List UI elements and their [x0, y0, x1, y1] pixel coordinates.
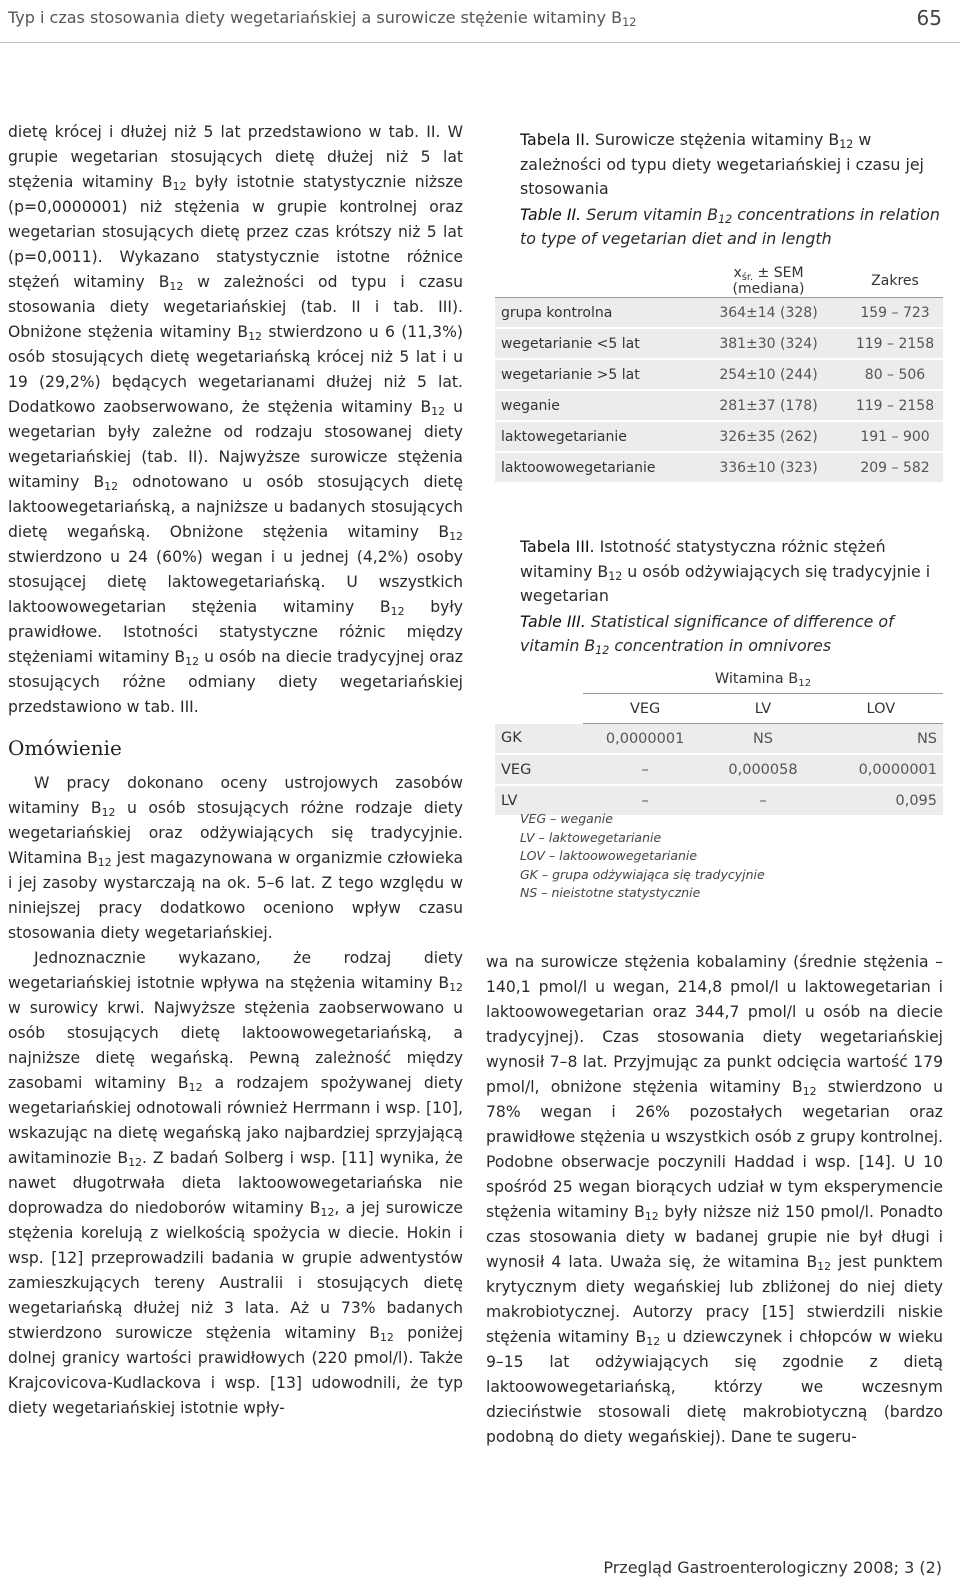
group-cell: wegetarianie >5 lat: [495, 359, 690, 390]
table-row: [495, 754, 943, 785]
table-row: [495, 359, 943, 390]
row-label: VEG: [495, 754, 583, 785]
table-row: [495, 298, 943, 329]
super-header-row: [495, 664, 943, 694]
legend-item: GK – grupa odżywiająca się tradycyjnie: [520, 866, 765, 882]
running-title: Typ i czas stosowania diety wegetariańskiej a surowicze stężenie witaminy $B_{12}$: [8, 8, 637, 29]
col-header: LOV: [819, 694, 943, 724]
mean-cell: 364±14 (328): [690, 298, 847, 329]
header-rule: [0, 42, 960, 43]
table-header-row: [495, 265, 943, 298]
paragraph: wa na surowicze stężenia kobalaminy (średnie stężenia – 140,1 pmol/l u wegan, 214,8 pmol/l u laktowegetarian i laktoowowegetarian oraz 344,7 pmol/l u osób na diecie tradycyjnej). Czas stosowania diety wegetariańskiej wynosił 7–8 lat. Przyjmując za punkt odcięcia wartość 179 pmol/l, obniżone stężenia witaminy $B_{12}$ stwierdzono u 78% wegan i 26% pozostałych wegetarian oraz prawidłowe stężenia u wszystkich osób z grupy kontrolnej. Podobne obserwacje poczynili Haddad i wsp. [14]. U 10 spośród 25 wegan biorących udział w tym eksperymencie stężenia witaminy $B_{12}$ były niższe niż 150 pmol/l. Ponadto czas stosowania diety w badanej grupie nie był długi i wynosił 4 lata. Uważa się, że witamina $B_{12}$ jest punktem krytycznym diety wegańskiej lub zbliżonej do niej diety makrobiotycznej. Autorzy pracy [15] stwierdzili niskie stężenia witaminy $B_{12}$ u dziewczynek i chłopców w wieku 9–15 lat odżywiających się zgodnie z dietą laktoowowegetariańską, którzy we wczesnym dzieciństwie stosowali dietę makrobiotyczną (bardzo podobną do diety wegańskiej). Dane te sugeru-: [486, 953, 944, 1446]
value-cell: NS: [707, 724, 819, 755]
table3-caption-en: Table III. Statistical significance of difference of vitamin $B_{12}$ concentration in omnivores: [520, 611, 894, 657]
table2: [495, 265, 943, 484]
legend-item: NS – nieistotne statystycznie: [520, 885, 701, 901]
group-cell: weganie: [495, 390, 690, 421]
group-cell: laktoowowegetarianie: [495, 452, 690, 483]
table2-caption-pl: Tabela II. Surowicze stężenia witaminy $B_{12}$ w zależności od typu diety wegetariańskiej i czasu jej stosowania: [520, 130, 924, 198]
value-cell: 0,0000001: [583, 724, 707, 755]
table-header-row: [495, 694, 943, 724]
table2-caption-en: Table II. Serum vitamin $B_{12}$ concentrations in relation to type of vegetarian diet and in length: [520, 204, 940, 248]
paragraph: W pracy dokonano oceny ustrojowych zasobów witaminy $B_{12}$ u osób stosujących różne rodzaje diety wegetariańskiej oraz odżywiających się tradycyjnie. Witamina $B_{12}$ jest magazynowana w organizmie człowieka i jej zasoby wystarczają na ok. 5–6 lat. Z tego względu w niniejszej pracy dodatkowo oceniono wpływ czasu stosowania diety wegetariańskiej.: [8, 774, 464, 942]
mean-cell: 281±37 (178): [690, 390, 847, 421]
left-column: [8, 120, 463, 1421]
table3-caption-pl: Tabela III. Istotność statystyczna różnic stężeń witaminy $B_{12}$ u osób odżywiających się tradycyjnie i wegetarian: [520, 537, 931, 605]
table-row: [495, 724, 943, 755]
col-mean-header: $x_{śr.}$ ± SEM (mediana): [690, 265, 847, 298]
table-row: [495, 452, 943, 483]
value-cell: 0,0000001: [819, 754, 943, 785]
range-cell: 209 – 582: [847, 452, 943, 483]
page-number: 65: [916, 6, 942, 30]
range-cell: 80 – 506: [847, 359, 943, 390]
group-cell: laktowegetarianie: [495, 421, 690, 452]
mean-cell: 326±35 (262): [690, 421, 847, 452]
table2-caption: [520, 128, 943, 252]
table-row: [495, 390, 943, 421]
table3-caption: [520, 535, 943, 659]
group-cell: grupa kontrolna: [495, 298, 690, 329]
range-cell: 159 – 723: [847, 298, 943, 329]
legend-item: LV – laktowegetarianie: [520, 829, 662, 845]
paragraph: Jednoznacznie wykazano, że rodzaj diety wegetariańskiej istotnie wpływa na stężenia witaminy $B_{12}$ w surowicy krwi. Najwyższe stężenia zaobserwowano u osób stosujących dietę laktoowowegetariańską, a najniższe dietę wegańską. Pewną zależność między zasobami witaminy $B_{12}$ a rodzajem spożywanej diety wegetariańskiej odnotowali również Herrmann i wsp. [10], wskazując na dietę wegańską jako najbardziej sprzyjającą awitaminozie $B_{12}$. Z badań Solberg i wsp. [11] wynika, że nawet długotrwała dieta laktoowowegetariańska nie doprowadza do niedoborów witaminy $B_{12}$, a jej surowicze stężenia korelują z wielkością spożycia w diecie. Hokin i wsp. [12] przeprowadzili badania w grupie adwentystów zamieszkujących tereny Australii i stosujących dietę wegetariańską dłużej niż 3 lata. Aż u 73% badanych stwierdzono surowicze stężenia witaminy $B_{12}$ poniżej dolnej granicy wartości prawidłowych (220 pmol/l). Także Krajcovicova-Kudlackova i wsp. [13] udowodnili, że typ diety wegetariańskiej istotnie wpły-: [8, 949, 463, 1417]
table-row: [495, 328, 943, 359]
legend-item: LOV – laktoowowegetarianie: [520, 848, 698, 864]
mean-cell: 381±30 (324): [690, 328, 847, 359]
journal-footer: Przegląd Gastroenterologiczny 2008; 3 (2): [603, 1558, 942, 1577]
col-header: LV: [707, 694, 819, 724]
table3: [495, 664, 943, 817]
range-cell: 119 – 2158: [847, 390, 943, 421]
col-header: VEG: [583, 694, 707, 724]
right-column: [486, 950, 943, 1450]
table-row: [495, 421, 943, 452]
value-cell: 0,000058: [707, 754, 819, 785]
paragraph: dietę krócej i dłużej niż 5 lat przedstawiono w tab. II. W grupie wegetarian stosujących dietę dłużej niż 5 lat stężenia witaminy $B_{12}$ były istotnie statystycznie niższe (p=0,0000001) niż stężenia w grupie kontrolnej oraz wegetarian stosujących dietę przez czas krótszy niż 5 lat (p=0,0011). Wykazano statystycznie istotne różnice stężeń witaminy $B_{12}$ w zależności od typu i czasu stosowania diety wegetariańskiej (tab. II i tab. III). Obniżone stężenia witaminy $B_{12}$ stwierdzono u 6 (11,3%) osób stosujących dietę wegetariańską krócej niż 5 lat i u 19 (29,2%) będących wegetarianami dłużej niż 5 lat. Dodatkowo zaobserwowano, że stężenia witaminy $B_{12}$ u wegetarian były zależne od rodzaju stosowanej diety wegetariańskiej (tab. II). Najwyższe surowicze stężenia witaminy $B_{12}$ odnotowano u osób stosujących dietę laktoowegetariańską, a najniższe u badanych stosujących dietę wegańską. Obniżone stężenia witaminy $B_{12}$ stwierdzono u 24 (60%) wegan i u jednej (4,2%) osoby stosującej dietę laktowegetariańską. U wszystkich laktoowowegetarian stężenia witaminy $B_{12}$ były prawidłowe. Istotności statystyczne różnic między stężeniami witaminy $B_{12}$ u osób na diecie tradycyjnej oraz stosujących różne odmiany diety wegetariańskiej przedstawiono w tab. III.: [8, 123, 464, 716]
group-cell: wegetarianie <5 lat: [495, 328, 690, 359]
col-range-header: Zakres: [847, 265, 943, 298]
super-header: Witamina $B_{12}$: [583, 664, 943, 694]
value-cell: NS: [819, 724, 943, 755]
section-heading: Omówienie: [8, 736, 122, 760]
range-cell: 119 – 2158: [847, 328, 943, 359]
value-cell: –: [583, 754, 707, 785]
value-cell: –: [707, 785, 819, 816]
mean-cell: 336±10 (323): [690, 452, 847, 483]
value-cell: 0,095: [819, 785, 943, 816]
row-label: LV: [495, 785, 583, 816]
legend-item: VEG – weganie: [520, 811, 613, 826]
row-label: GK: [495, 724, 583, 755]
mean-cell: 254±10 (244): [690, 359, 847, 390]
range-cell: 191 – 900: [847, 421, 943, 452]
table3-legend: [520, 810, 765, 903]
value-cell: –: [583, 785, 707, 816]
